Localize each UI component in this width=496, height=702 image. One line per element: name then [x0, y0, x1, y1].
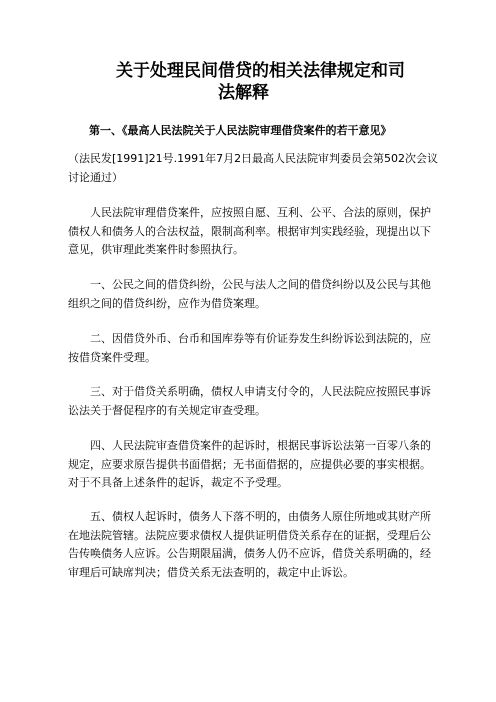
document-title-line-1: 关于处理民间借贷的相关法律规定和司: [116, 61, 405, 81]
document-title-line-2: 法解释: [218, 83, 269, 103]
paragraph-article-1: 一、公民之间的借贷纠纷，公民与法人之间的借贷纠纷以及公民与其他组织之间的借贷纠纷，应作为借贷案理。: [68, 278, 431, 310]
section-heading: 第一、《最高人民法院关于人民法院审理借贷案件的若干意见》: [89, 124, 392, 137]
paragraph-article-2: 二、因借贷外币、台币和国库券等有价证券发生纠纷诉讼到法院的，应按借贷案件受理。: [68, 332, 431, 364]
paragraph-source-note: （法民发[1991]21号.1991年7月2日最高人民法院审判委员会第502次会议讨论通过）: [68, 152, 439, 184]
paragraph-article-3: 三、对于借贷关系明确，债权人申请支付令的，人民法院应按照民事诉讼法关于督促程序的有关规定审查受理。: [68, 385, 431, 417]
paragraph-intro: 人民法院审理借贷案件，应按照自愿、互利、公平、合法的原则，保护债权人和债务人的合法权益，限制高利率。根据审判实践经验，现提出以下意见，供审理此类案件时参照执行。: [68, 206, 431, 256]
paragraph-article-5: 五、债权人起诉时，债务人下落不明的，由债务人原住所地或其财产所在地法院管辖。法院应要求债权人提供证明借贷关系存在的证据，受理后公告传唤债务人应诉。公告期限届满，债务人仍不应诉，借贷关系明确的，经审理后可缺席判决；借贷关系无法查明的，裁定中止诉讼。: [68, 510, 431, 579]
paragraph-article-4: 四、人民法院审查借贷案件的起诉时，根据民事诉讼法第一百零八条的规定，应要求原告提供书面借据；无书面借据的，应提供必要的事实根据。对于不具备上述条件的起诉，裁定不予受理。: [68, 439, 431, 489]
document-title: [0, 60, 496, 104]
